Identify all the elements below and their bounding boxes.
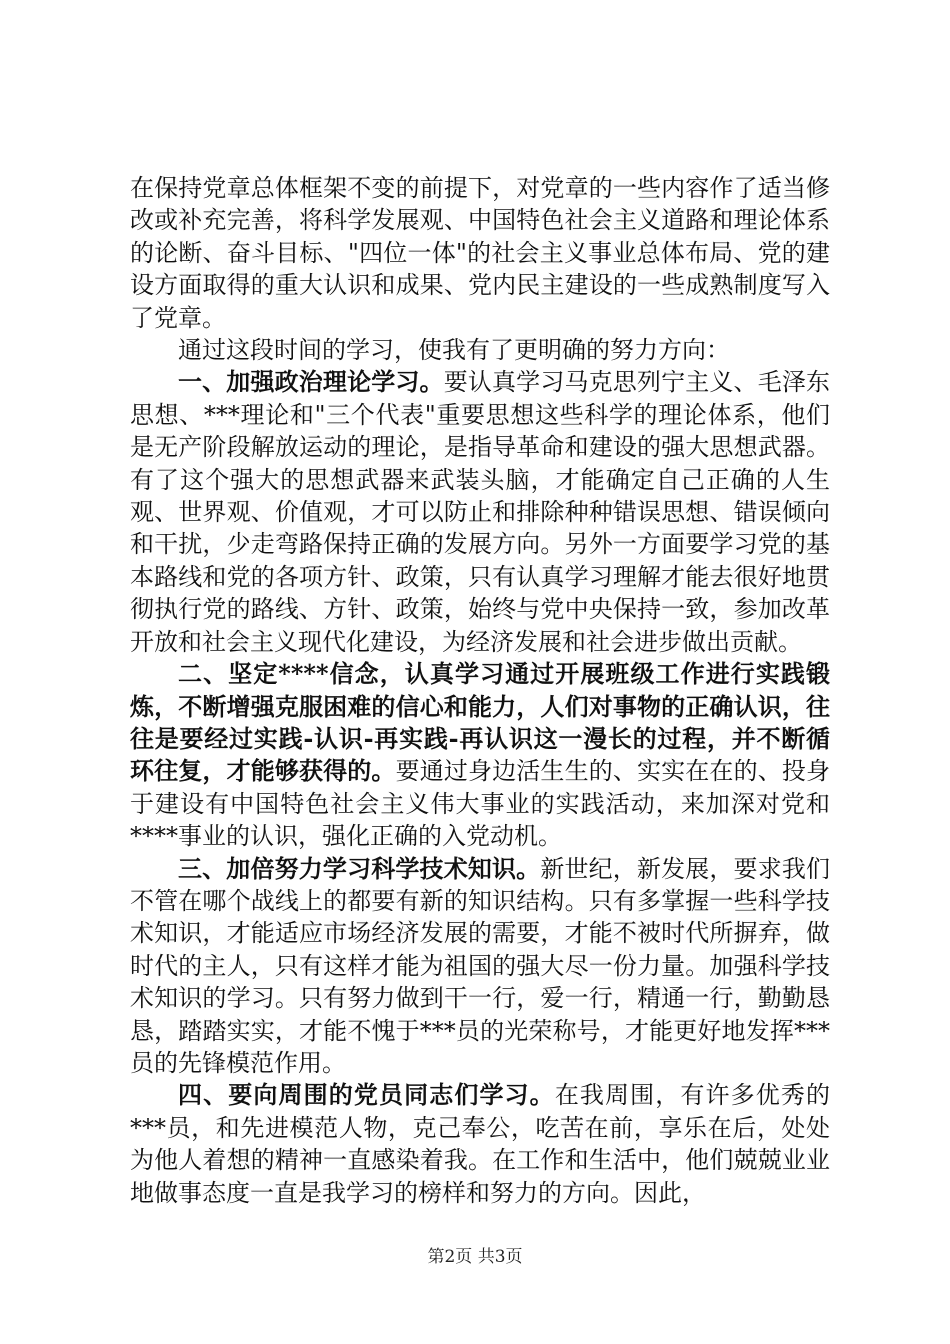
paragraph-6-text: 在我周围，有许多优秀的***员，和先进模范人物，克己奉公，吃苦在前，享乐在后，处处为他人着想的精神一直感染着我。在工作和生活中，他们兢兢业业地做事态度一直是我学习的榜样和努力的方向。因此，: [130, 1081, 831, 1207]
paragraph-4: [130, 658, 830, 852]
paragraph-4-heading: 二、坚定****信念，认真学习通过开展班级工作进行实践锻炼，不断增强克服困难的信心和能力，人们对事物的正确认识，往往是要经过实践-认识-再实践-再认识这一漫长的过程，并不断循环往复，才能够获得的。: [130, 659, 830, 786]
page-number-label: 第2页 共3页: [427, 1247, 523, 1267]
paragraph-2-text: 通过这段时间的学习，使我有了更明确的努力方向：: [178, 336, 730, 365]
paragraph-3-heading: 一、加强政治理论学习。: [178, 367, 444, 397]
paragraph-6: [130, 1079, 830, 1209]
paragraph-1: [130, 172, 830, 334]
paragraph-5-text: 新世纪，新发展，要求我们不管在哪个战线上的都要有新的知识结构。只有多掌握一些科学技术知识，才能适应市场经济发展的需要，才能不被时代所摒弃，做时代的主人，只有这样才能为祖国的强大尽一份力量。加强科学技术知识的学习。只有努力做到干一行，爱一行，精通一行，勤勤恳恳，踏踏实实，才能不愧于***员的光荣称号，才能更好地发挥***员的先锋模范作用。: [130, 854, 831, 1077]
paragraph-5: [130, 853, 830, 1080]
paragraph-3-text: 要认真学习马克思列宁主义、毛泽东思想、***理论和"三个代表"重要思想这些科学的理论体系，他们是无产阶段解放运动的理论，是指导革命和建设的强大思想武器。有了这个强大的思想武器来武装头脑，才能确定自己正确的人生观、世界观、价值观，才可以防止和排除种种错误思想、错误倾向和干扰，少走弯路保持正确的发展方向。另外一方面要学习党的基本路线和党的各项方针、政策，只有认真学习理解才能去很好地贯彻执行党的路线、方针、政策，始终与党中央保持一致，参加改革开放和社会主义现代化建设，为经济发展和社会进步做出贡献。: [130, 368, 831, 656]
paragraph-3: [130, 366, 830, 658]
document-body: [130, 172, 830, 1209]
page-footer: [0, 1242, 950, 1267]
paragraph-1-text: 在保持党章总体框架不变的前提下，对党章的一些内容作了适当修改或补充完善，将科学发展观、中国特色社会主义道路和理论体系的论断、奋斗目标、"四位一体"的社会主义事业总体布局、党的建设方面取得的重大认识和成果、党内民主建设的一些成熟制度写入了党章。: [130, 174, 830, 332]
paragraph-2: [130, 334, 830, 366]
paragraph-4-text: 要通过身边活生生的、实实在在的、投身于建设有中国特色社会主义伟大事业的实践活动，来加深对党和****事业的认识，强化正确的入党动机。: [130, 757, 831, 851]
paragraph-5-heading: 三、加倍努力学习科学技术知识。: [178, 853, 541, 883]
paragraph-6-heading: 四、要向周围的党员同志们学习。: [178, 1080, 555, 1110]
